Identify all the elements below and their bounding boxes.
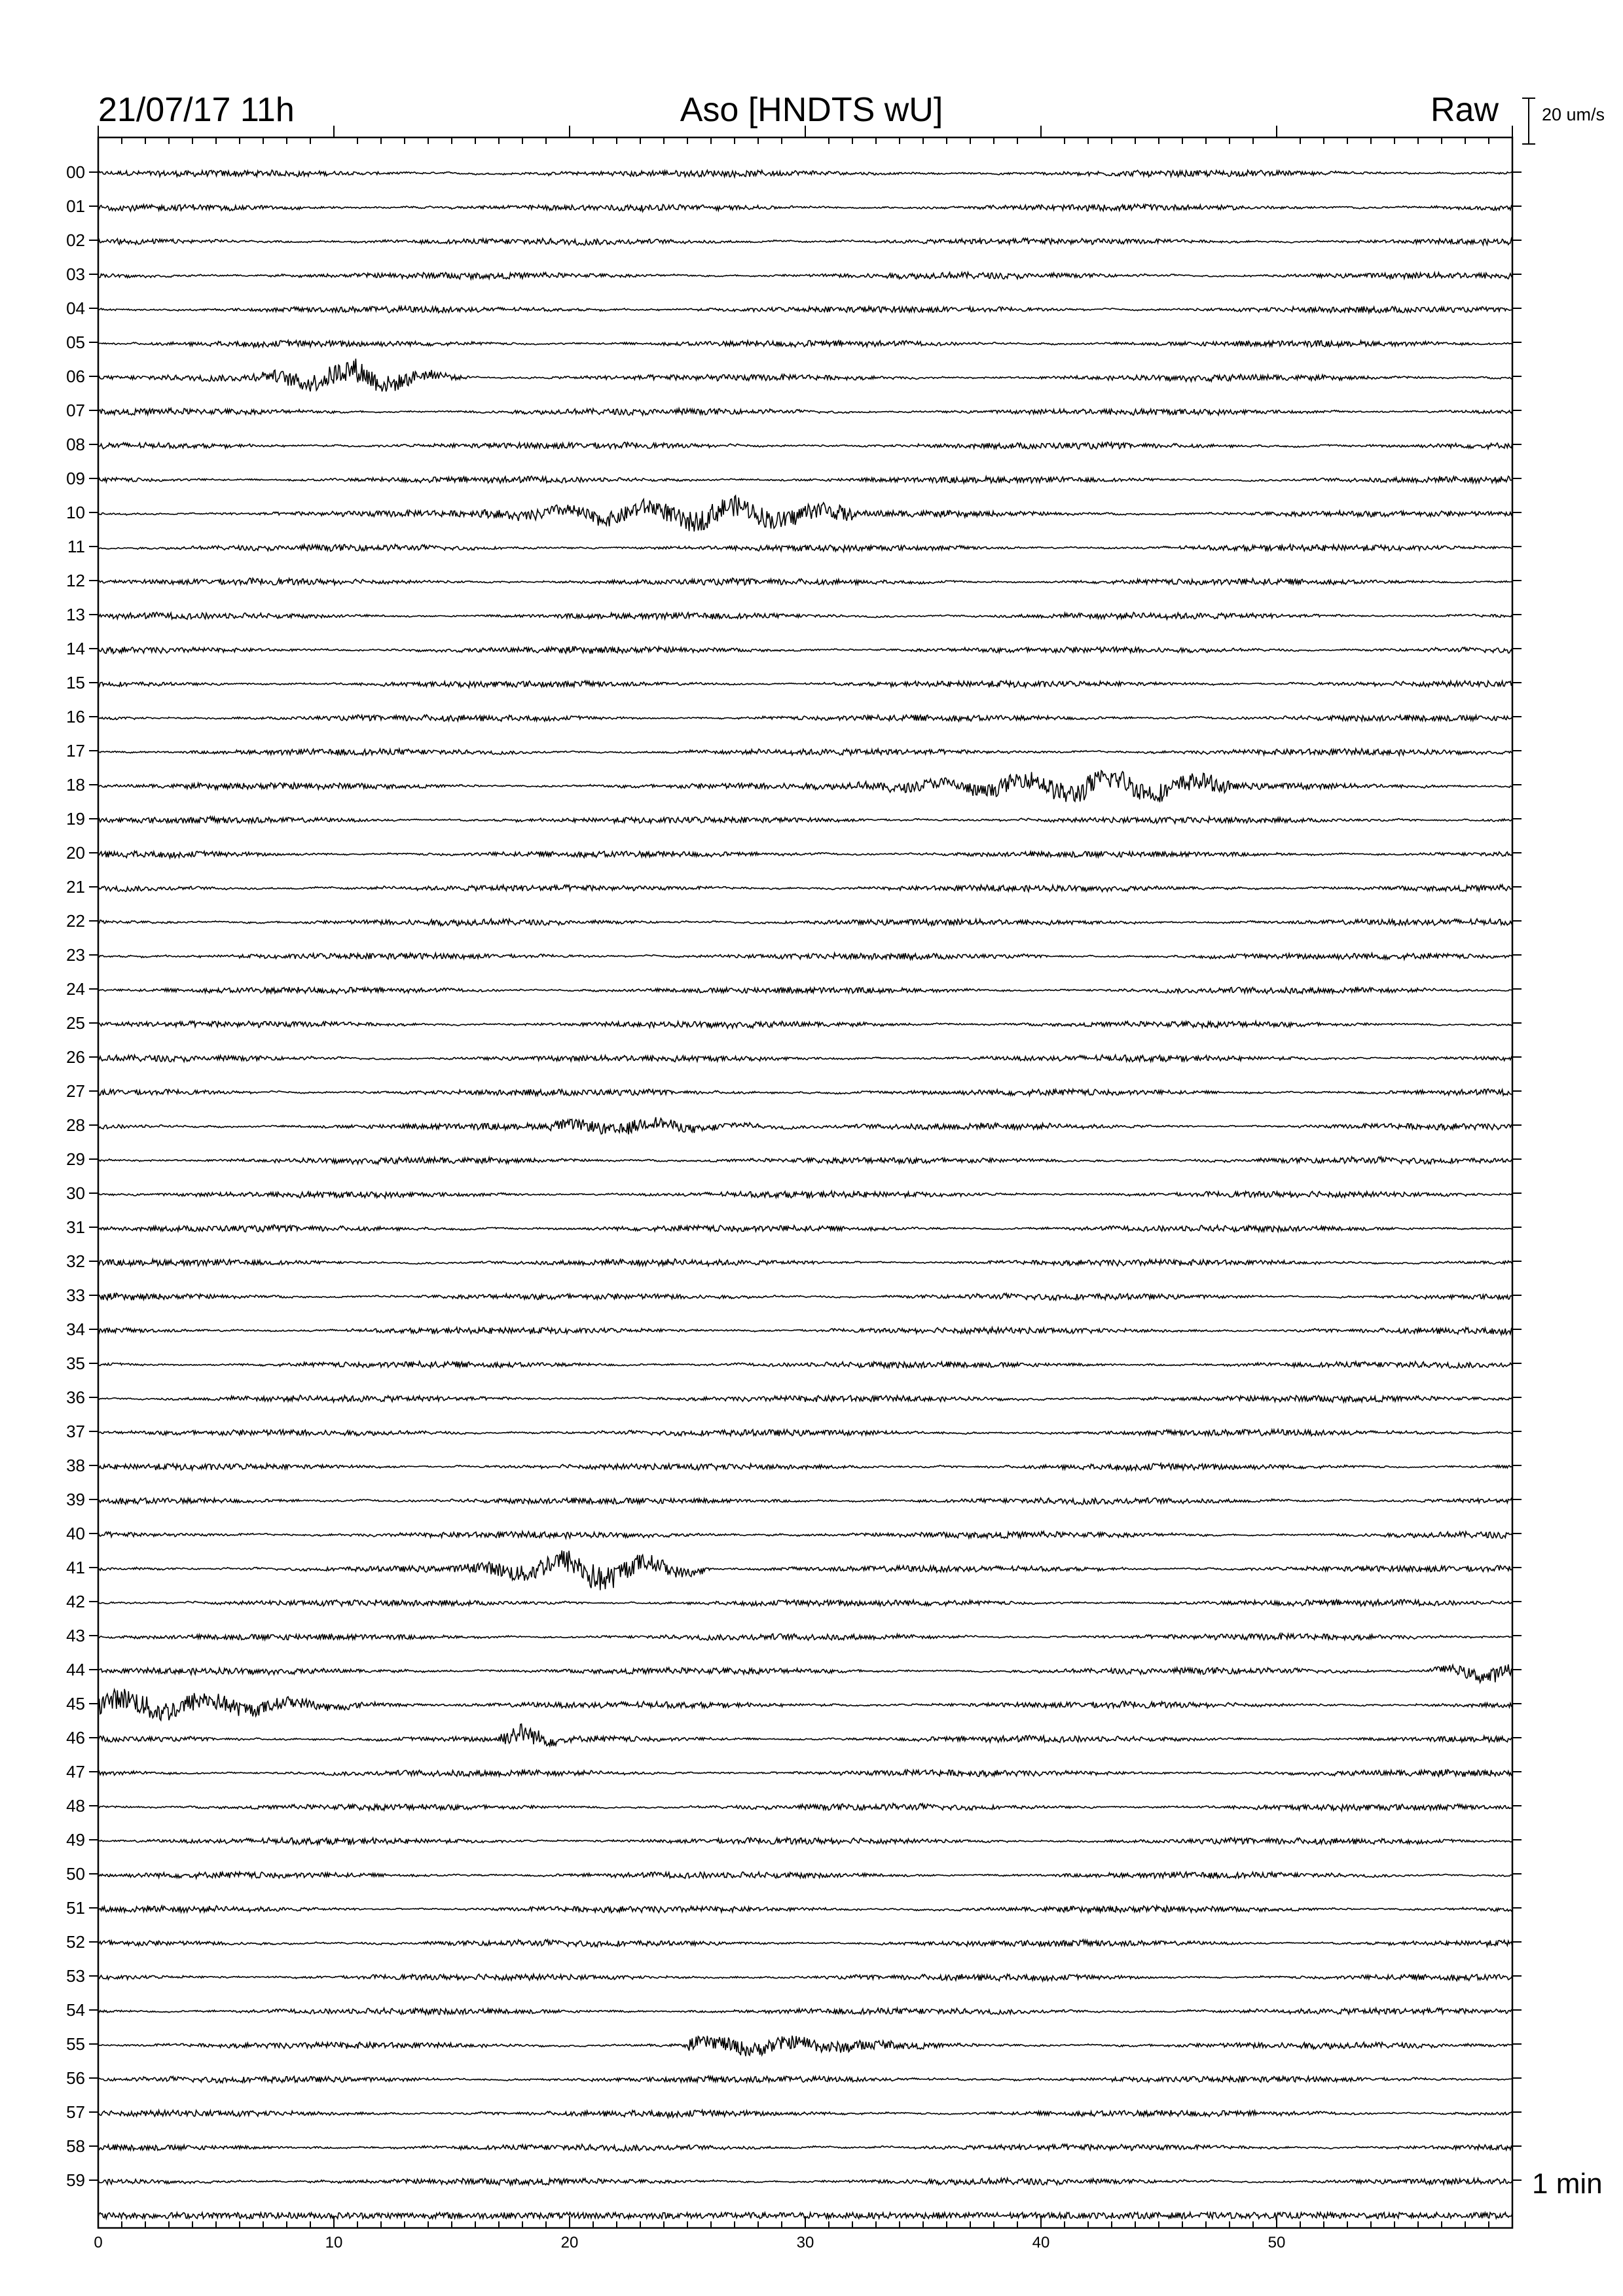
- x-unit-label: 1 min: [1532, 2168, 1603, 2200]
- row-label: 37: [66, 1422, 85, 1441]
- row-label: 38: [66, 1456, 85, 1475]
- trace-row-04: [98, 306, 1512, 313]
- row-label: 41: [66, 1558, 85, 1577]
- trace-row-14: [98, 647, 1512, 654]
- row-label: 43: [66, 1626, 85, 1645]
- x-tick-labels: [94, 2234, 1285, 2251]
- row-label: 05: [66, 332, 85, 352]
- row-label: 51: [66, 1898, 85, 1918]
- plot-frame: [98, 137, 1512, 2228]
- row-label: 09: [66, 469, 85, 488]
- row-label: 31: [66, 1217, 85, 1237]
- row-label: 27: [66, 1081, 85, 1101]
- trace-row-41: [98, 1551, 1512, 1590]
- trace-row-42: [98, 1600, 1512, 1606]
- amplitude-scale-bar: [1522, 98, 1535, 144]
- trace-row-30: [98, 1191, 1512, 1198]
- row-label: 15: [66, 673, 85, 692]
- row-label: 08: [66, 435, 85, 454]
- row-label: 58: [66, 2136, 85, 2156]
- row-label: 13: [66, 605, 85, 624]
- row-label: 28: [66, 1115, 85, 1135]
- trace-row-38: [98, 1463, 1512, 1471]
- trace-row-20: [98, 851, 1512, 858]
- trace-row-28: [98, 1117, 1512, 1134]
- trace-row-57: [98, 2110, 1512, 2117]
- x-tick-label: 50: [1267, 2234, 1286, 2251]
- trace-row-54: [98, 2008, 1512, 2015]
- row-label: 56: [66, 2068, 85, 2088]
- row-label: 10: [66, 503, 85, 522]
- row-label: 46: [66, 1728, 85, 1748]
- row-label: 07: [66, 401, 85, 420]
- row-label: 59: [66, 2170, 85, 2190]
- x-tick-label: 20: [560, 2234, 579, 2251]
- trace-row-23: [98, 953, 1512, 960]
- trace-row-43: [98, 1634, 1512, 1641]
- trace-row-36: [98, 1395, 1512, 1403]
- trace-row-11: [98, 545, 1512, 552]
- trace-row-34: [98, 1327, 1512, 1335]
- row-label: 00: [66, 162, 85, 182]
- x-tick-label: 40: [1032, 2234, 1050, 2251]
- row-label: 24: [66, 979, 85, 999]
- trace-row-08: [98, 442, 1512, 450]
- row-label: 12: [66, 571, 85, 590]
- row-label: 45: [66, 1694, 85, 1713]
- row-label: 30: [66, 1183, 85, 1203]
- trace-row-46: [98, 1724, 1512, 1746]
- row-label: 26: [66, 1047, 85, 1067]
- seismic-traces: [98, 170, 1512, 2219]
- station-title: Aso [HNDTS wU]: [680, 91, 943, 129]
- trace-row-35: [98, 1361, 1512, 1369]
- trace-row-26: [98, 1055, 1512, 1062]
- row-label: 16: [66, 707, 85, 726]
- trace-row-37: [98, 1429, 1512, 1436]
- trace-row-33: [98, 1293, 1512, 1300]
- row-label: 34: [66, 1319, 85, 1339]
- trace-row-58: [98, 2144, 1512, 2151]
- row-label: 19: [66, 809, 85, 829]
- trace-row-48: [98, 1803, 1512, 1810]
- trace-row-44: [98, 1664, 1512, 1683]
- row-label: 49: [66, 1830, 85, 1850]
- x-tick-label: 10: [325, 2234, 343, 2251]
- trace-row-24: [98, 987, 1512, 994]
- trace-row-47: [98, 1770, 1512, 1777]
- x-tick-label: 30: [796, 2234, 814, 2251]
- row-label: 01: [66, 196, 85, 216]
- row-label: 25: [66, 1013, 85, 1033]
- trace-row-53: [98, 1974, 1512, 1981]
- scale-bar-label: 20 um/s: [1542, 105, 1605, 124]
- trace-row-10: [98, 495, 1512, 531]
- trace-row-50: [98, 1872, 1512, 1878]
- row-label: 40: [66, 1524, 85, 1543]
- row-label: 53: [66, 1966, 85, 1986]
- row-label: 35: [66, 1354, 85, 1373]
- row-label: 06: [66, 367, 85, 386]
- trace-row-32: [98, 1259, 1512, 1266]
- row-label: 03: [66, 264, 85, 284]
- row-labels: [66, 162, 1522, 2190]
- trace-row-40: [98, 1532, 1512, 1539]
- trace-row-01: [98, 204, 1512, 211]
- trace-row-18: [98, 771, 1512, 802]
- row-label: 17: [66, 741, 85, 761]
- row-label: 33: [66, 1285, 85, 1305]
- trace-row-next: [98, 2212, 1512, 2218]
- trace-row-17: [98, 749, 1512, 755]
- trace-row-31: [98, 1225, 1512, 1232]
- row-label: 55: [66, 2034, 85, 2054]
- trace-row-19: [98, 817, 1512, 824]
- row-label: 20: [66, 843, 85, 863]
- trace-row-15: [98, 681, 1512, 687]
- trace-row-02: [98, 238, 1512, 245]
- row-label: 39: [66, 1490, 85, 1509]
- row-label: 32: [66, 1251, 85, 1271]
- trace-row-00: [98, 170, 1512, 177]
- trace-row-09: [98, 476, 1512, 484]
- trace-row-25: [98, 1021, 1512, 1028]
- trace-row-16: [98, 715, 1512, 721]
- row-label: 57: [66, 2102, 85, 2122]
- row-label: 18: [66, 775, 85, 795]
- axis-ticks: [98, 126, 1512, 2228]
- trace-row-49: [98, 1838, 1512, 1845]
- trace-row-22: [98, 919, 1512, 926]
- row-label: 47: [66, 1762, 85, 1782]
- mode-label: Raw: [1430, 91, 1499, 129]
- row-label: 36: [66, 1388, 85, 1407]
- row-label: 42: [66, 1592, 85, 1611]
- trace-row-05: [98, 340, 1512, 348]
- row-label: 44: [66, 1660, 85, 1679]
- row-label: 29: [66, 1149, 85, 1169]
- trace-row-07: [98, 408, 1512, 416]
- trace-row-55: [98, 2036, 1512, 2056]
- trace-row-06: [98, 359, 1512, 391]
- row-label: 22: [66, 911, 85, 931]
- trace-row-59: [98, 2178, 1512, 2185]
- row-label: 04: [66, 298, 85, 318]
- row-label: 50: [66, 1864, 85, 1884]
- date-hour-label: 21/07/17 11h: [98, 91, 295, 129]
- trace-row-27: [98, 1089, 1512, 1096]
- trace-row-12: [98, 578, 1512, 585]
- x-tick-label: 0: [94, 2234, 103, 2251]
- row-label: 54: [66, 2000, 85, 2020]
- trace-row-45: [98, 1689, 1512, 1721]
- trace-row-52: [98, 1940, 1512, 1947]
- row-label: 21: [66, 877, 85, 897]
- row-label: 52: [66, 1932, 85, 1952]
- row-label: 14: [66, 639, 85, 658]
- trace-row-29: [98, 1157, 1512, 1164]
- row-label: 23: [66, 945, 85, 965]
- trace-row-39: [98, 1498, 1512, 1505]
- trace-row-03: [98, 272, 1512, 279]
- trace-row-51: [98, 1905, 1512, 1912]
- trace-row-56: [98, 2076, 1512, 2083]
- row-label: 02: [66, 230, 85, 250]
- row-label: 11: [67, 537, 85, 556]
- trace-row-21: [98, 885, 1512, 892]
- row-label: 48: [66, 1796, 85, 1816]
- trace-row-13: [98, 613, 1512, 620]
